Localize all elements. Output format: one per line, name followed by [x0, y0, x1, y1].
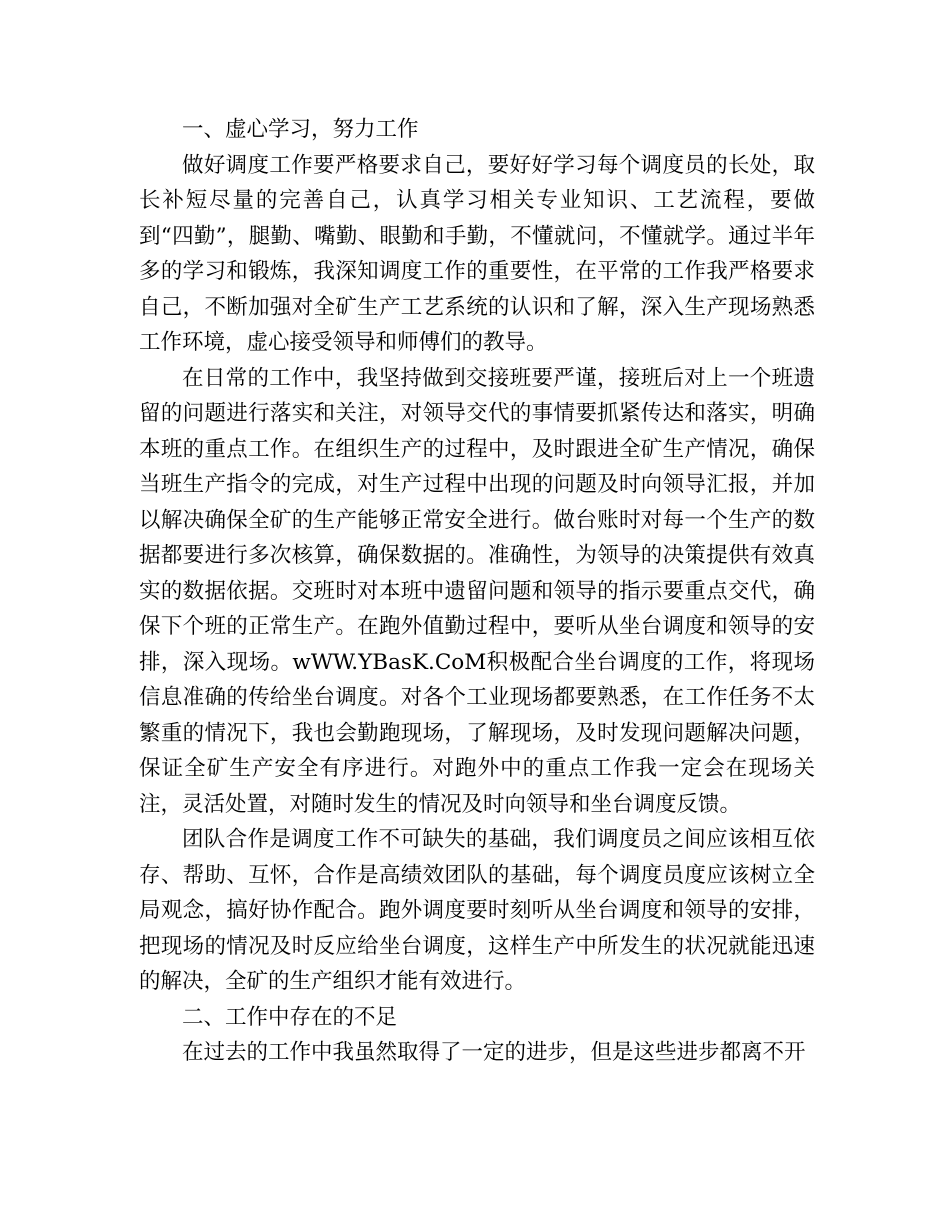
document-body [139, 112, 815, 1071]
paragraph-daily-work: 在日常的工作中，我坚持做到交接班要严谨，接班后对上一个班遗留的问题进行落实和关注，对领导交代的事情要抓紧传达和落实，明确本班的重点工作。在组织生产的过程中，及时跟进全矿生产情况，确保当班生产指令的完成，对生产过程中出现的问题及时向领导汇报，并加以解决确保全矿的生产能够正常安全进行。做台账时对每一个生产的数据都要进行多次核算，确保数据的。准确性，为领导的决策提供有效真实的数据依据。交班时对本班中遗留问题和领导的指示要重点交代，确保下个班的正常生产。在跑外值勤过程中，要听从坐台调度和领导的安排，深入现场。wWW.YBasK.CoM积极配合坐台调度的工作，将现场信息准确的传给坐台调度。对各个工业现场都要熟悉，在工作任务不太繁重的情况下，我也会勤跑现场，了解现场，及时发现问题解决问题，保证全矿生产安全有序进行。对跑外中的重点工作我一定会在现场关注，灵活处置，对随时发生的情况及时向领导和坐台调度反馈。 [139, 365, 815, 817]
section-heading-2: 二、工作中存在的不足 [182, 1004, 398, 1030]
section-heading-1: 一、虚心学习，努力工作 [182, 117, 419, 142]
paragraph-teamwork: 团队合作是调度工作不可缺失的基础，我们调度员之间应该相互依存、帮助、互怀，合作是高绩效团队的基础，每个调度员度应该树立全局观念，搞好协作配合。跑外调度要时刻听从坐台调度和领导的安排，把现场的情况及时反应给坐台调度，这样生产中所发生的状况就能迅速的解决，全矿的生产组织才能有效进行。 [139, 827, 815, 994]
paragraph-learning: 做好调度工作要严格要求自己，要好好学习每个调度员的长处，取长补短尽量的完善自己，认真学习相关专业知识、工艺流程，要做到“四勤”，腿勤、嘴勤、眼勤和手勤，不懂就问，不懂就学。通过半年多的学习和锻炼，我深知调度工作的重要性，在平常的工作我严格要求自己，不断加强对全矿生产工艺系统的认识和了解，深入生产现场熟悉工作环境，虚心接受领导和师傅们的教导。 [139, 152, 815, 355]
paragraph-shortcomings: 在过去的工作中我虽然取得了一定的进步，但是这些进步都离不开 [182, 1040, 806, 1065]
